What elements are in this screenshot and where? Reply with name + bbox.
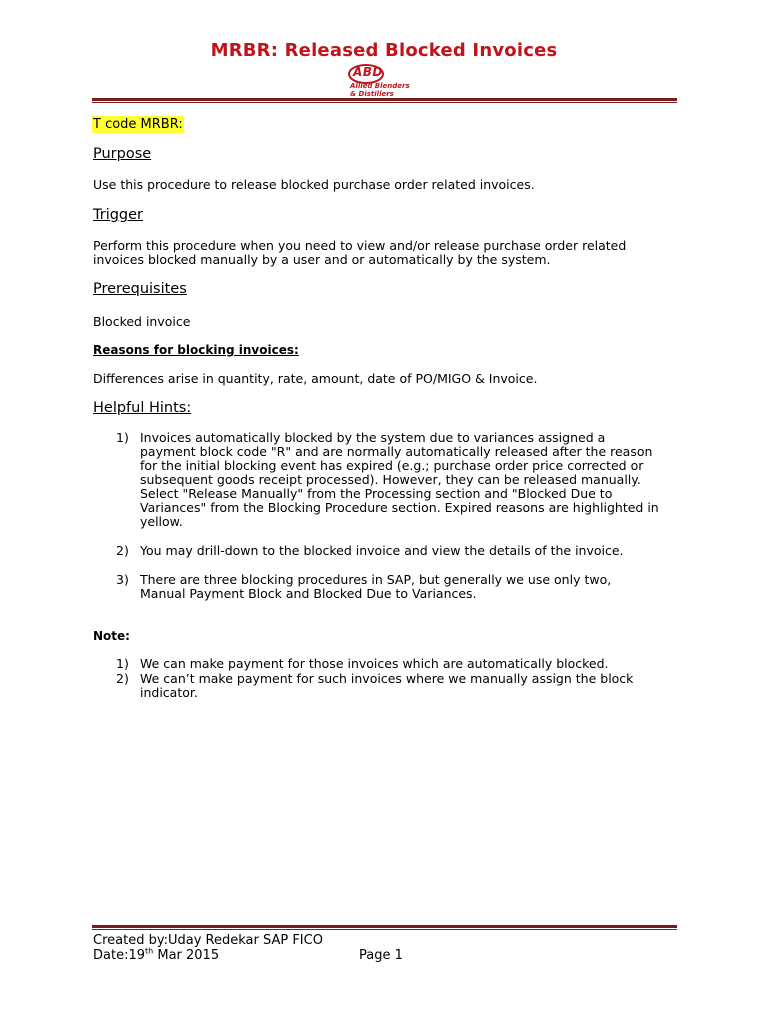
- hint-item-3: [116, 573, 686, 601]
- header-rule-thin: [92, 102, 677, 103]
- note-line: We can’t make payment for such invoices where we manually assign the block: [140, 671, 634, 686]
- helpful-hints-heading: Helpful Hints:: [93, 400, 192, 416]
- hint-number: 2): [116, 543, 129, 558]
- tcode-highlight: T code MRBR:: [93, 117, 183, 132]
- hint-line: Select "Release Manually" from the Processing section and "Blocked Due to: [140, 486, 613, 501]
- logo-mark: ABD: [353, 65, 383, 79]
- trigger-text-line-1: Perform this procedure when you need to view and/or release purchase order related: [93, 238, 627, 253]
- hint-line: payment block code "R" and are normally automatically released after the reason: [140, 444, 653, 459]
- purpose-heading: Purpose: [93, 146, 152, 162]
- footer-date-sup: th: [145, 946, 154, 956]
- prerequisites-heading: Prerequisites: [93, 281, 187, 297]
- trigger-heading: Trigger: [93, 207, 144, 223]
- note-item-2: [116, 672, 686, 700]
- hint-item-2: [116, 544, 686, 558]
- note-line: We can make payment for those invoices which are automatically blocked.: [140, 656, 609, 671]
- hint-line: You may drill-down to the blocked invoice and view the details of the invoice.: [140, 543, 624, 558]
- hint-line: yellow.: [140, 514, 183, 529]
- header-rule-thick: [92, 98, 677, 101]
- note-line: indicator.: [140, 685, 198, 700]
- hint-line: for the initial blocking event has expired (e.g.; purchase order price corrected or: [140, 458, 644, 473]
- hint-number: 3): [116, 572, 129, 587]
- purpose-text: Use this procedure to release blocked purchase order related invoices.: [93, 177, 535, 192]
- reasons-text: Differences arise in quantity, rate, amount, date of PO/MIGO & Invoice.: [93, 371, 538, 386]
- reasons-heading: Reasons for blocking invoices:: [93, 343, 299, 357]
- note-heading: Note:: [93, 629, 130, 643]
- footer-date-suffix: Mar 2015: [153, 948, 220, 963]
- hint-line: Variances" from the Blocking Procedure section. Expired reasons are highlighted in: [140, 500, 659, 515]
- trigger-text-line-2: invoices blocked manually by a user and or automatically by the system.: [93, 252, 551, 267]
- note-number: 1): [116, 656, 129, 671]
- hint-line: There are three blocking procedures in SAP, but generally we use only two,: [140, 572, 612, 587]
- footer-date: [93, 948, 219, 964]
- footer-rule-thin: [92, 929, 677, 930]
- prerequisites-text: Blocked invoice: [93, 314, 191, 329]
- hint-line: subsequent goods receipt processed). However, they can be released manually.: [140, 472, 641, 487]
- hint-item-1: [116, 431, 686, 529]
- note-number: 2): [116, 671, 129, 686]
- document-title: MRBR: Released Blocked Invoices: [210, 40, 558, 61]
- logo-line-2: & Distillers: [350, 90, 394, 98]
- footer-page-number: Page 1: [359, 948, 403, 963]
- note-item-1: [116, 657, 686, 671]
- hint-line: Manual Payment Block and Blocked Due to Variances.: [140, 586, 477, 601]
- footer-date-prefix: Date:19: [93, 948, 145, 963]
- hint-number: 1): [116, 430, 129, 445]
- logo-line-1: Allied Blenders: [350, 82, 410, 90]
- hint-line: Invoices automatically blocked by the system due to variances assigned a: [140, 430, 606, 445]
- footer-rule-thick: [92, 925, 677, 928]
- footer-created-by: Created by:Uday Redekar SAP FICO: [93, 933, 323, 948]
- company-logo: [346, 64, 422, 100]
